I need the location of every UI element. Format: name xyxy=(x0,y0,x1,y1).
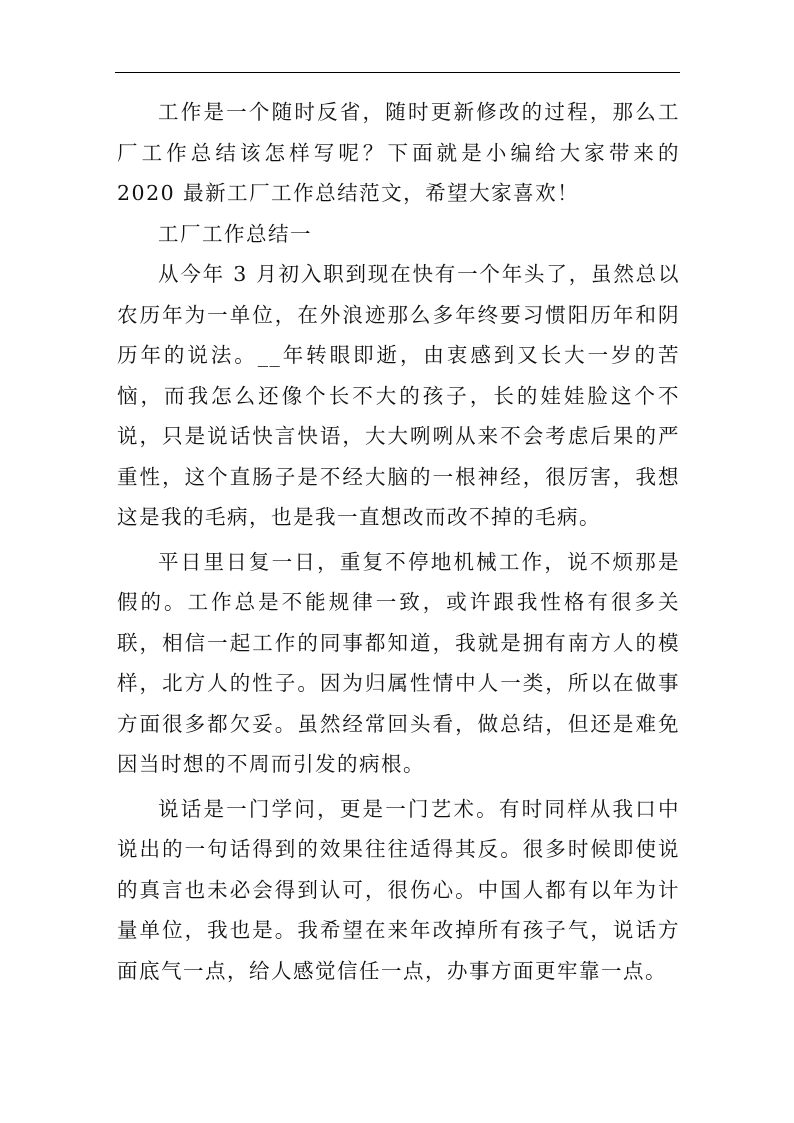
intro-paragraph: 工作是一个随时反省，随时更新修改的过程，那么工厂工作总结该怎样写呢？下面就是小编给大家带来的 2020 最新工厂工作总结范文，希望大家喜欢！ xyxy=(117,100,680,205)
header-rule xyxy=(115,72,680,73)
section-heading: 工厂工作总结一 xyxy=(158,221,312,246)
body-paragraph-3: 说话是一门学问，更是一门艺术。有时同样从我口中说出的一句话得到的效果往往适得其反。很多时候即使说的真言也未必会得到认可，很伤心。中国人都有以年为计量单位，我也是。我希望在来年改掉所有孩子气，说话方面底气一点，给人感觉信任一点，办事方面更牢靠一点。 xyxy=(117,796,680,983)
document-body xyxy=(117,92,680,991)
body-paragraph-1: 从今年 3 月初入职到现在快有一个年头了，虽然总以农历年为一单位，在外浪迹那么多年终要习惯阳历年和阴历年的说法。__年转眼即逝，由衷感到又长大一岁的苦恼，而我怎么还像个长不大的孩子，长的娃娃脸这个不说，只是说话快言快语，大大咧咧从来不会考虑后果的严重性，这个直肠子是不经大脑的一根神经，很厉害，我想这是我的毛病，也是我一直想改而改不掉的毛病。 xyxy=(117,262,680,529)
body-paragraph-2: 平日里日复一日，重复不停地机械工作，说不烦那是假的。工作总是不能规律一致，或许跟我性格有很多关联，相信一起工作的同事都知道，我就是拥有南方人的模样，北方人的性子。因为归属性情中人一类，所以在做事方面很多都欠妥。虽然经常回头看，做总结，但还是难免因当时想的不周而引发的病根。 xyxy=(117,549,680,776)
